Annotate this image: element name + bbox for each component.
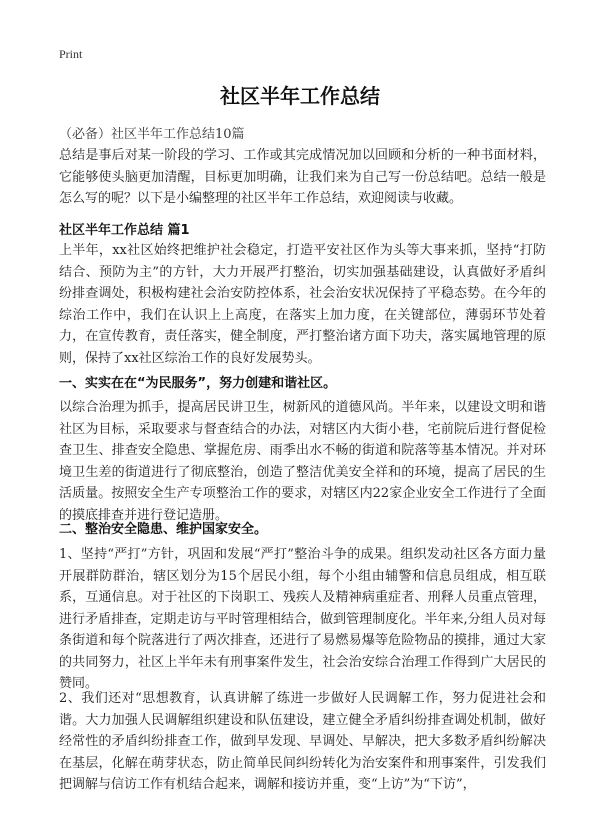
page-title: 社区半年工作总结 (220, 84, 380, 108)
paragraph-1: 上半年，xx社区始终把维护社会稳定，打造平安社区作为头等大事来抓，坚持“打防结合、预防为主”的方针，大力开展严打整治，切实加强基础建设，认真做好矛盾纠纷排查调处，积极构建社会治安防控体系，社会治安状况保持了平稳态势。在今年的综治工作中，我们在认识上上高度，在落实上加力度，在关键部位，薄弱环节处着力，在宣传教育，责任落实，健全制度，严打整治诸方面下功夫，落实属地管理的原则，保持了xx社区综治工作的良好发展势头。 (59, 243, 546, 366)
heading-2: 二、整治安全隐患、维护国家安全。 (59, 522, 268, 537)
paragraph-2: 以综合治理为抓手，提高居民讲卫生，树新风的道德风尚。半年来，以建设文明和谐社区为目标，采取要求与督查结合的办法，对辖区内大街小巷，宅前院后进行督促检查卫生、排查安全隐患、掌握危房、雨季出水不畅的街道和院落等基本情况。并对环境卫生差的街道进行了彻底整治，创造了整洁优美安全祥和的环境，提高了居民的生活质量。按照安全生产专项整治工作的要求，对辖区内22家企业安全工作进行了全面的摸底排查并进行登记造册。 (59, 400, 546, 523)
document-subtitle: （必备）社区半年工作总结10篇 (59, 127, 245, 142)
heading-1: 一、实实在在“为民服务”，努力创建和谐社区。 (59, 376, 337, 391)
intro-paragraph: 总结是事后对某一阶段的学习、工作或其完成情况加以回顾和分析的一种书面材料，它能够使头脑更加清醒，目标更加明确，让我们来为自己写一份总结吧。总结一般是怎么写的呢？以下是小编整理的社区半年工作总结，欢迎阅读与收藏。 (59, 148, 546, 206)
section-title: 社区半年工作总结 篇1 (59, 223, 190, 238)
paragraph-4: 2、我们还对“思想教育，认真讲解了练进一步做好人民调解工作，努力促进社会和谐。大力加强人民调解组织建设和队伍建设，建立健全矛盾纠纷排查调处机制，做好经常性的矛盾纠纷排查工作，做到早发现、早调处、早解决，把大多数矛盾纠纷解决在基层，化解在萌芽状态，防止简单民间纠纷转化为治安案件和刑事案件，引发我们把调解与信访工作有机结合起来，调解和接访并重，变“上访”为“下访”， (59, 691, 546, 792)
paragraph-3: 1、坚持“严打”方针，巩固和发展“严打”整治斗争的成果。组织发动社区各方面力量开展群防群治，辖区划分为15个居民小组，每个小组由辅警和信息员组成，相互联系，互通信息。对于社区的下岗职工、残疾人及精神病重症者、刑释人员重点管理，进行矛盾排查，定期走访与平时管理相结合，做到管理制度化。半年来,分组人员对每条街道和每个院落进行了两次排查，还进行了易燃易爆等危险物品的摸排，通过大家的共同努力，社区上半年未有刑事案件发生，社会治安综合治理工作得到广大居民的赞同。 (59, 547, 546, 691)
print-label: Print (59, 47, 83, 61)
